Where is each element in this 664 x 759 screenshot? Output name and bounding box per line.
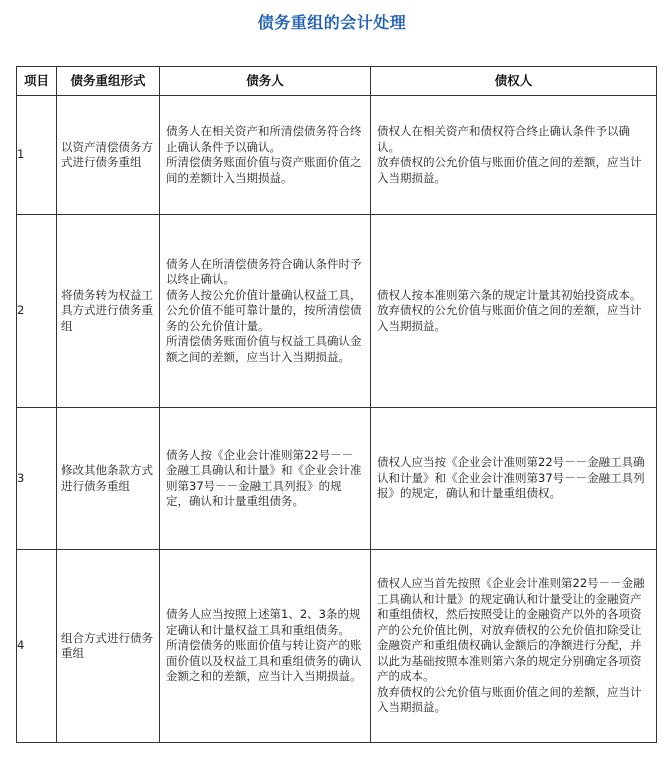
- debtor-text: 债务人在所清偿债务符合确认条件时予以终止确认。: [166, 256, 362, 287]
- creditor-text: 债权人应当首先按照《企业会计准则第22号－－金融工具确认和计量》的规定确认和计量受让的金融资产和重组债权，然后按照受让的金融资产以外的各项资产的公允价值比例，对放弃债权的公允价值扣除受让金融资产和重组债权确认金额后的净额进行分配，并以此为基础按照本准则第六条的规定分别确定各项资产的成本。: [377, 576, 645, 684]
- row-number: 3: [17, 408, 57, 550]
- accounting-table: [16, 66, 657, 743]
- creditor-text: 放弃债权的公允价值与账面价值之间的差额，应当计入当期损益。: [377, 155, 642, 185]
- header-debtor: 债务人: [160, 67, 371, 96]
- table-header-row: [17, 67, 657, 96]
- restructure-form-cell: [57, 96, 160, 215]
- creditor-text: 债权人按本准则第六条的规定计量其初始投资成本。: [377, 287, 642, 302]
- restructure-form: 将债务转为权益工具方式进行债务重组: [61, 287, 153, 333]
- debtor-text: 所清偿债务的账面价值与转让资产的账面价值以及权益工具和重组债务的确认金额之和的差额，应当计入当期损益。: [166, 638, 362, 684]
- restructure-form-cell: [57, 408, 160, 550]
- header-form: 债务重组形式: [57, 67, 160, 96]
- debtor-text: 债务人按《企业会计准则第22号－－金融工具确认和计量》和《企业会计准则第37号－－金融工具列报》的规定，确认和计量重组债务。: [166, 447, 362, 508]
- debtor-text: 所清偿债务账面价值与权益工具确认金额之间的差额，应当计入当期损益。: [166, 334, 362, 364]
- creditor-text: 债权人在相关资产和债权符合终止确认条件予以确认。: [377, 124, 630, 154]
- debtor-text: 债务人应当按照上述第1、2、3条的规定确认和计量权益工具和重组债务。: [166, 607, 361, 637]
- restructure-form-cell: [57, 215, 160, 408]
- debtor-text: 所清偿债务账面价值与资产账面价值之间的差额计入当期损益。: [166, 155, 362, 185]
- creditor-text: 放弃债权的公允价值与账面价值之间的差额，应当计入当期损益。: [377, 684, 642, 715]
- creditor-text: 放弃债权的公允价值与账面价值之间的差额，应当计入当期损益。: [377, 303, 642, 333]
- restructure-form: 以资产清偿债务方式进行债务重组: [61, 139, 153, 169]
- restructure-form: 组合方式进行债务重组: [61, 630, 153, 660]
- table-row: [17, 408, 657, 550]
- header-creditor: 债权人: [371, 67, 657, 96]
- debtor-text: 债务人按公允价值计量确认权益工具，公允价值不能可靠计量的，按所清偿债务的公允价值计量。: [166, 287, 362, 333]
- table-row: [17, 96, 657, 215]
- creditor-cell: [371, 96, 657, 215]
- debtor-text: 债务人在相关资产和所清偿债务符合终止确认条件予以确认。: [166, 124, 362, 154]
- debtor-cell: [160, 96, 371, 215]
- page-title: 债务重组的会计处理: [257, 13, 407, 32]
- debtor-cell: [160, 408, 371, 550]
- creditor-text: 债权人应当按《企业会计准则第22号－－金融工具确认和计量》和《企业会计准则第37号－－金融工具列报》的规定，确认和计量重组债权。: [377, 455, 645, 501]
- creditor-cell: [371, 550, 657, 743]
- restructure-form-cell: [57, 550, 160, 743]
- table-row: [17, 215, 657, 408]
- row-number: 1: [17, 96, 57, 215]
- header-item: 项目: [17, 67, 57, 96]
- debtor-cell: [160, 215, 371, 408]
- row-number: 2: [17, 215, 57, 408]
- creditor-cell: [371, 408, 657, 550]
- restructure-form: 修改其他条款方式进行债务重组: [61, 463, 153, 493]
- debtor-cell: [160, 550, 371, 743]
- creditor-cell: [371, 215, 657, 408]
- table-row: [17, 550, 657, 743]
- row-number: 4: [17, 550, 57, 743]
